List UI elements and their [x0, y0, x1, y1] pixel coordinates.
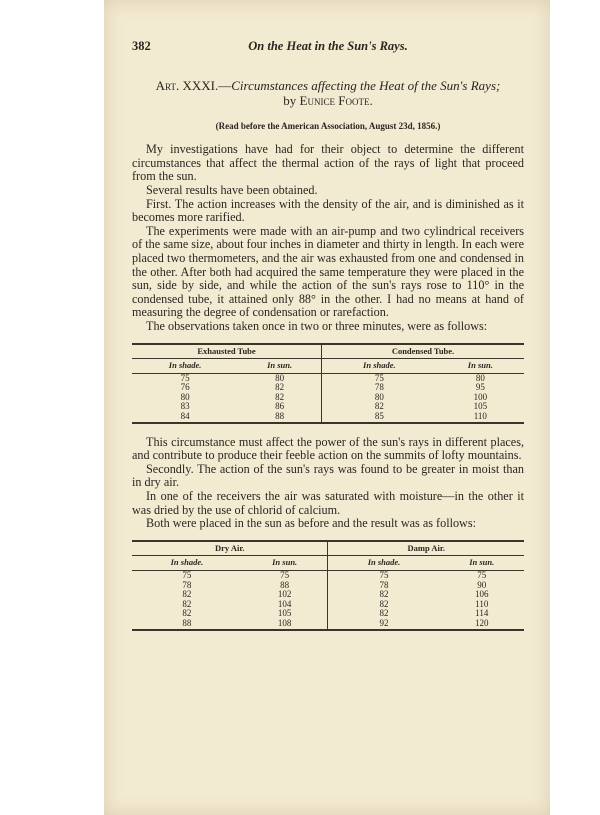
- table-cell: 88: [182, 617, 192, 628]
- page-number: 382: [132, 39, 151, 53]
- paragraph-8: In one of the receivers the air was saturated with moisture—in the other it was dried by the use of chlorid of calcium.: [132, 489, 524, 517]
- table-cell: 76: [180, 382, 190, 393]
- table-cell: 84: [180, 411, 190, 422]
- table2-header-sun: In sun.: [440, 556, 524, 571]
- page-header: [132, 40, 524, 54]
- paragraph-5: The observations taken once in two or three minutes, were as follows:: [146, 318, 488, 333]
- table-cell: 75: [322, 373, 437, 383]
- table-cell: 88: [275, 411, 285, 422]
- table-cell: 114: [475, 608, 489, 619]
- table-row: [132, 619, 524, 630]
- running-title: On the Heat in the Sun's Rays.: [248, 39, 408, 53]
- table-cell: 106: [475, 589, 489, 600]
- paragraph-9: Both were placed in the sun as before and the result was as follows:: [146, 516, 476, 531]
- paragraph-2: Several results have been obtained.: [146, 182, 318, 197]
- table-cell: 110: [475, 598, 489, 609]
- paragraph-7: Secondly. The action of the sun's rays was found to be greater in moist than in dry air.: [132, 461, 524, 490]
- table-cell: 82: [275, 391, 285, 402]
- table-row: [132, 412, 524, 423]
- book-page: [104, 0, 550, 815]
- table-cell: 100: [473, 391, 488, 402]
- table-row: [132, 402, 524, 412]
- table-cell: 82: [182, 589, 192, 600]
- table-dry-damp: [132, 540, 524, 631]
- article-label: Art. XXXI.: [155, 77, 219, 93]
- table-cell: 82: [328, 609, 440, 619]
- table-cell: 80: [322, 393, 437, 403]
- table-cell: 78: [182, 579, 192, 590]
- read-note: (Read before the American Association, August 23d, 1856.): [215, 120, 441, 131]
- table-cell: 102: [277, 589, 292, 600]
- table2-header-shade: In shade.: [132, 556, 242, 571]
- table1-header-sun: In sun.: [238, 359, 321, 374]
- table-cell: 82: [328, 590, 440, 600]
- table-cell: 85: [322, 412, 437, 423]
- paragraph-1: My investigations have had for their object to determine the different circumstances that affect the thermal action of the rays of light that proceed from the sun.: [132, 142, 524, 184]
- table-cell: 105: [277, 608, 292, 619]
- table-cell: 80: [475, 372, 485, 383]
- table1-group-condensed: Condensed Tube.: [322, 344, 524, 359]
- table2-group-dry: Dry Air.: [132, 541, 328, 556]
- table-cell: 108: [277, 617, 292, 628]
- article-title: Art. XXXI.—Circumstances affecting the Heat of the Sun's Rays; by Eunice Foote.: [155, 77, 501, 108]
- table1-header-shade: In shade.: [132, 359, 238, 374]
- paragraph-3: First. The action increases with the density of the air, and is diminished as it becomes more rarified.: [132, 196, 524, 225]
- table-cell: 75: [477, 570, 487, 580]
- paragraph-4: The experiments were made with an air-pump and two cylindrical receivers of the same size, about four inches in diameter and thirty in length. In each were placed two thermometers, and the air was exhausted from one and condensed in the other. After both had acquired the same temperature they were placed in the sun, side by side, and while the action of the sun's rays rose to 110° in the condensed tube, it attained only 88° in the other. I had no means at hand of measuring the degree of condensation or rarefaction.: [132, 223, 524, 320]
- table-cell: 120: [475, 617, 489, 628]
- byline-prefix: by: [283, 92, 297, 108]
- table-row: [132, 393, 524, 403]
- table-cell: 75: [182, 570, 192, 580]
- table-cell: 82: [322, 402, 437, 412]
- table-exhausted-condensed: [132, 343, 524, 424]
- table-row: [132, 373, 524, 383]
- table-cell: 78: [328, 581, 440, 591]
- table-cell: 80: [275, 372, 285, 383]
- table-cell: 88: [280, 579, 290, 590]
- table-cell: 80: [180, 391, 190, 402]
- table-cell: 82: [328, 600, 440, 610]
- table1-header-sun: In sun.: [437, 359, 524, 374]
- table-cell: 110: [473, 411, 487, 422]
- table-cell: 105: [473, 401, 488, 412]
- table-cell: 75: [280, 570, 290, 580]
- table-cell: 95: [475, 382, 485, 393]
- table-cell: 90: [477, 579, 487, 590]
- table-cell: 92: [328, 619, 440, 630]
- table2-header-shade: In shade.: [328, 556, 440, 571]
- table-cell: 83: [180, 401, 190, 412]
- table1-group-exhausted: Exhausted Tube: [132, 344, 322, 359]
- table-cell: 78: [322, 383, 437, 393]
- table-cell: 75: [180, 372, 190, 383]
- table-cell: 82: [275, 382, 285, 393]
- page-content: [132, 40, 524, 643]
- paragraph-6: This circumstance must affect the power of the sun's rays in different places, and contribute to produce their feeble action on the summits of lofty mountains.: [132, 434, 524, 463]
- table2-header-sun: In sun.: [242, 556, 328, 571]
- table2-group-damp: Damp Air.: [328, 541, 524, 556]
- table-cell: 86: [275, 401, 285, 412]
- article-title-text: Circumstances affecting the Heat of the Sun's Rays;: [231, 77, 501, 93]
- table-cell: 104: [277, 598, 292, 609]
- table-cell: 82: [182, 598, 192, 609]
- table-cell: 75: [328, 571, 440, 581]
- table1-header-shade: In shade.: [322, 359, 437, 374]
- author-name: Eunice Foote.: [299, 92, 373, 108]
- table-row: [132, 383, 524, 393]
- table-cell: 82: [182, 608, 192, 619]
